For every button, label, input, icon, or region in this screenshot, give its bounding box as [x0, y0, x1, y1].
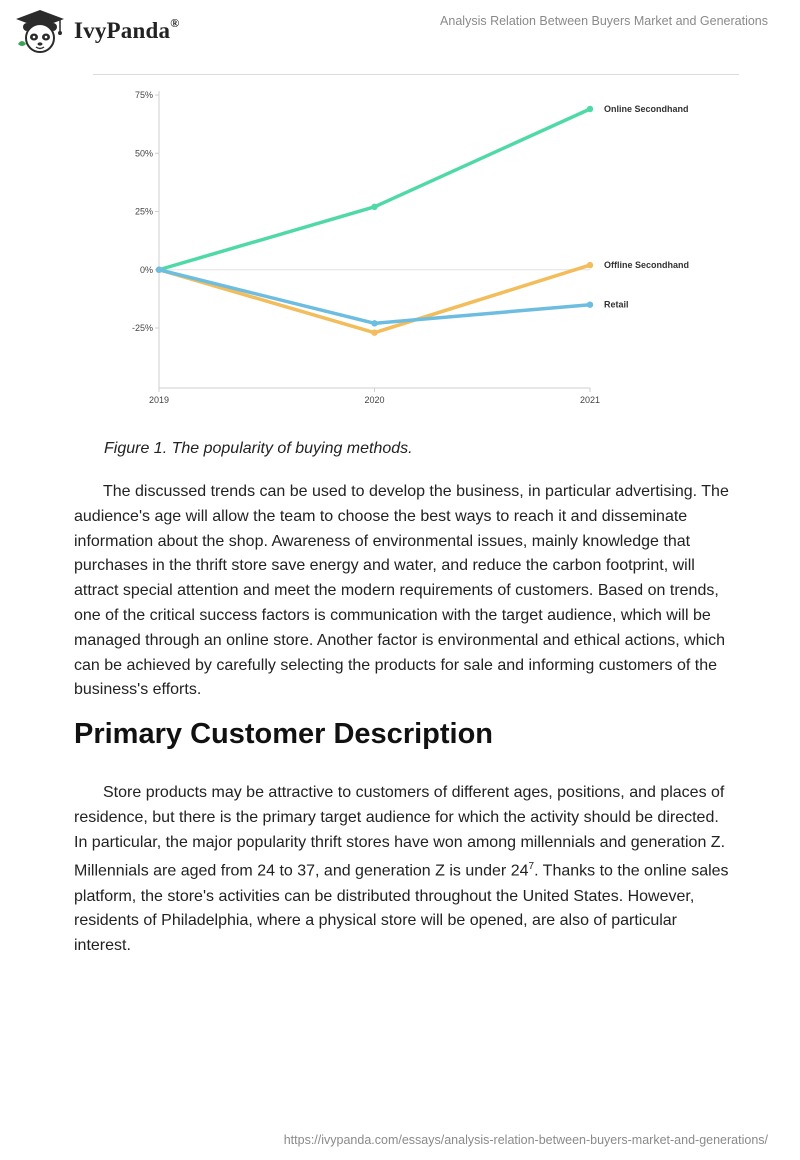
series-label-online-secondhand: Online Secondhand: [604, 103, 689, 114]
brand-logo[interactable]: [14, 8, 179, 54]
x-tick-label: 2021: [579, 395, 601, 405]
x-tick-label: 2020: [364, 395, 385, 405]
footnote-ref: 7: [528, 861, 535, 873]
paragraph-2-text-b: . Thanks to the online sales platform, the store's activities can be distributed throughout the United States. However, residents of Philadelphia, where a physical store will be opened, are also of particular interest.: [74, 862, 729, 955]
section-heading: Primary Customer Description: [74, 718, 494, 750]
data-point-offline-secondhand: [587, 262, 593, 268]
header-divider: [93, 74, 739, 75]
body-paragraph-1: The discussed trends can be used to develop the business, in particular advertising. The audience's age will allow the team to choose the best ways to reach it and disseminate information about the shop. Awareness of environmental issues, mainly knowledge that purchases in the thrift store save energy and water, and reduce the carbon footprint, will attract special attention and meet the modern requirements of customers. Based on trends, one of the critical success factors is communication with the target audience, which will be managed through an online store. Another factor is environmental and ethical actions, which can be achieved by carefully selecting the products for sale and informing customers of the business's efforts.: [74, 483, 729, 699]
y-tick-label: 0%: [139, 264, 153, 275]
data-point-offline-secondhand: [371, 329, 377, 335]
x-tick-label: 2019: [148, 395, 170, 405]
data-point-online-secondhand: [587, 106, 593, 112]
y-tick-label: -25%: [131, 323, 153, 333]
series-line-retail: [159, 270, 590, 324]
data-point-retail: [371, 320, 377, 326]
series-label-offline-secondhand: Offline Secondhand: [604, 260, 690, 271]
line-chart: [100, 86, 740, 416]
data-point-retail: [587, 302, 593, 308]
y-tick-label: 25%: [134, 206, 153, 217]
chart-svg: [100, 86, 740, 416]
paragraph-2-text-a: Store products may be attractive to customers of different ages, positions, and places of residence, but there is the primary target audience for which the activity should be directed. In particular, the major popularity thrift stores have won among millennials and generation Z. Millennials are aged from 24 to 37, and generation Z is under 24: [74, 784, 726, 880]
body-paragraph-2: [74, 781, 734, 959]
trademark-mark: ®: [170, 16, 180, 31]
document-title: Analysis Relation Between Buyers Market and Generations: [440, 14, 768, 28]
figure-caption: Figure 1. The popularity of buying methods.: [104, 440, 413, 457]
y-tick-label: 50%: [134, 148, 153, 159]
panda-graduate-icon: [14, 8, 66, 54]
footer-url[interactable]: https://ivypanda.com/essays/analysis-relation-between-buyers-market-and-generations/: [283, 1133, 768, 1147]
data-point-online-secondhand: [371, 204, 377, 210]
series-line-online-secondhand: [159, 109, 590, 270]
series-label-retail: Retail: [604, 299, 629, 310]
brand-name: IvyPanda®: [74, 16, 180, 43]
y-tick-label: 75%: [134, 90, 153, 100]
page-header: [0, 0, 800, 60]
data-point-retail: [156, 267, 162, 273]
